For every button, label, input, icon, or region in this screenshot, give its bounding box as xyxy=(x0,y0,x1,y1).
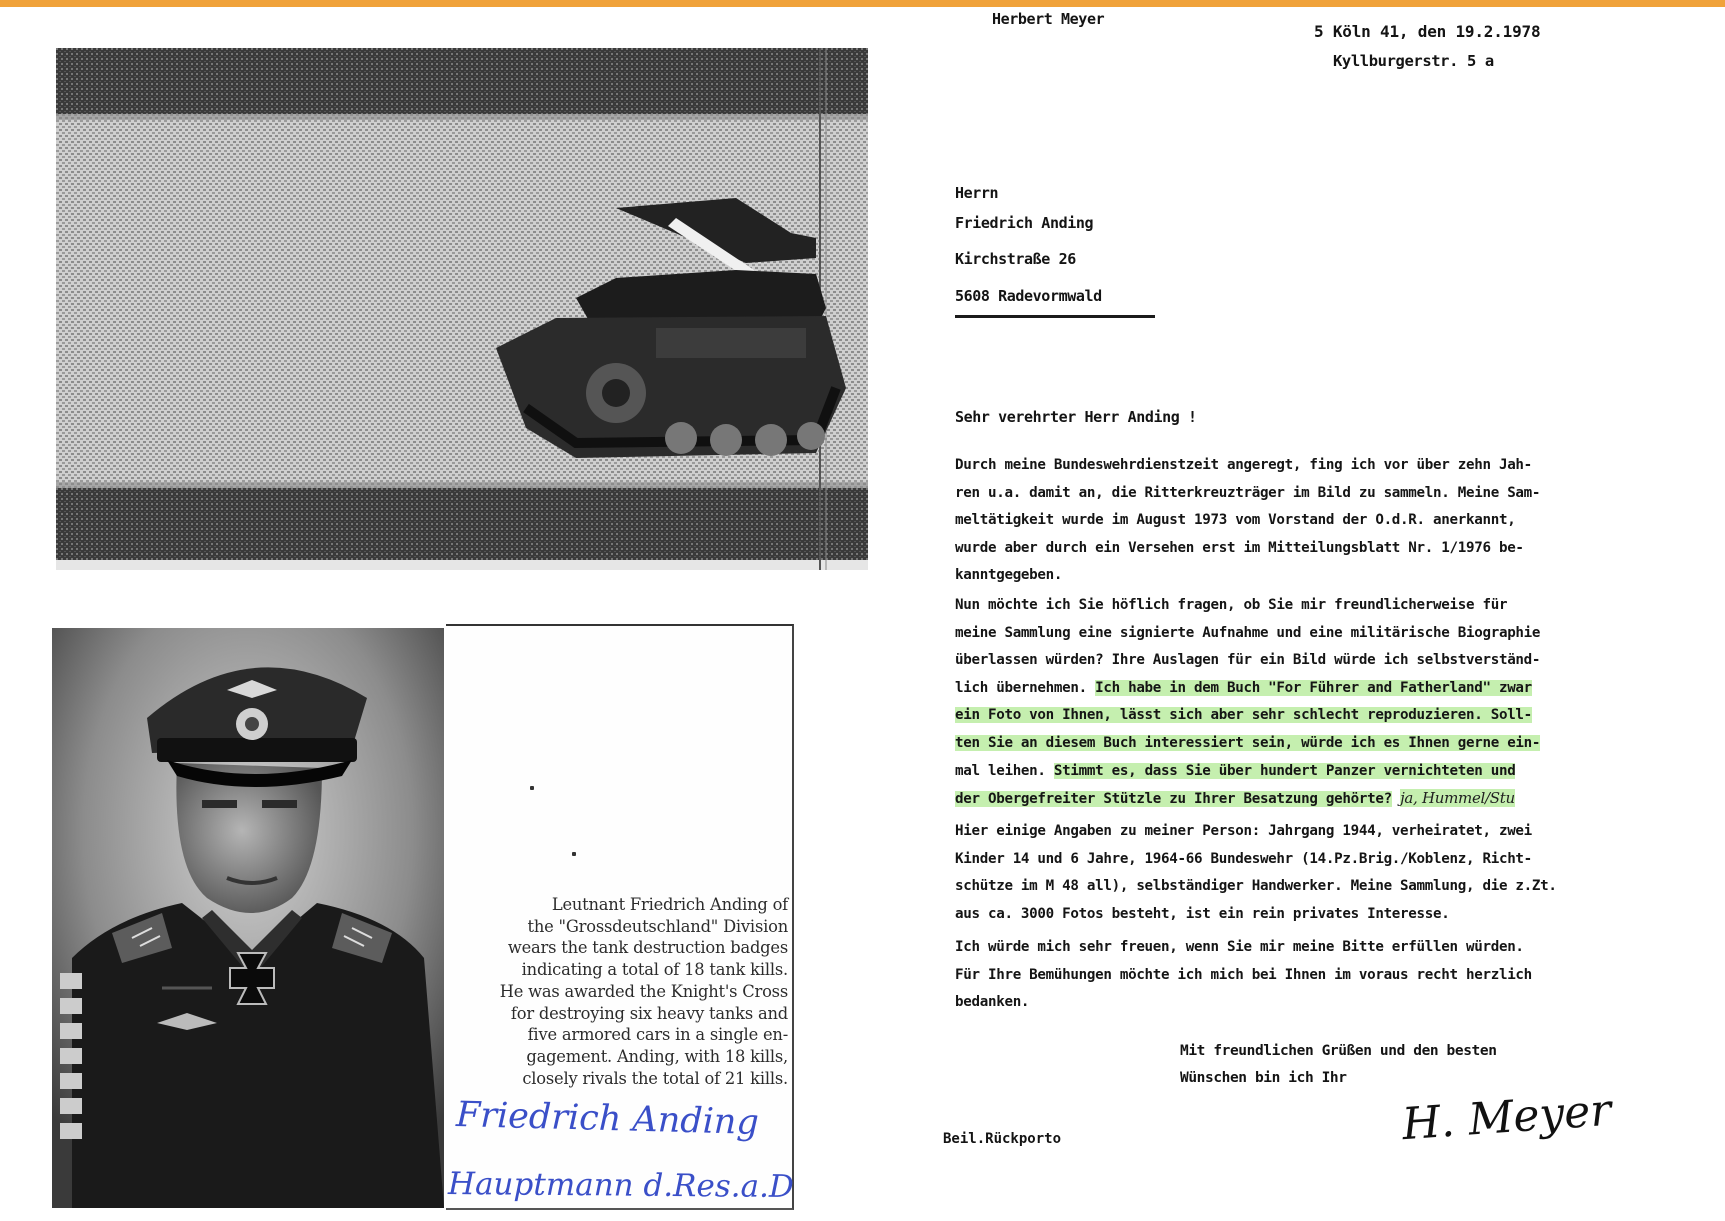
letter-line: Kinder 14 und 6 Jahre, 1964-66 Bundeswehr (14.Pz.Brig./Koblenz, Richt- xyxy=(955,850,1532,867)
letter-line: aus ca. 3000 Fotos besteht, ist ein rein privates Interesse. xyxy=(955,905,1450,922)
letter-line xyxy=(955,758,1675,786)
highlighted-text: ein Foto von Ihnen, lässt sich aber sehr schlecht reproduzieren. Soll- xyxy=(955,707,1532,724)
caption-line: wears the tank destruction badges xyxy=(507,938,788,958)
letter-line: kanntgegeben. xyxy=(955,567,1063,584)
letter-line: ren u.a. damit an, die Ritterkreuzträger im Bild zu sammeln. Meine Sam- xyxy=(955,484,1541,501)
caption-line: He was awarded the Knight's Cross xyxy=(499,981,788,1001)
letter-line xyxy=(955,675,1675,703)
handwritten-signature-name: Friedrich Anding xyxy=(455,1095,760,1143)
signature: H. Meyer xyxy=(1400,1084,1613,1151)
caption-line: closely rivals the total of 21 kills. xyxy=(522,1068,788,1088)
letter-line: Durch meine Bundeswehrdienstzeit angeregt, fing ich vor über zehn Jah- xyxy=(955,457,1532,473)
highlighted-text: ten Sie an diesem Buch interessiert sein, würde ich es Ihnen gerne ein- xyxy=(955,734,1541,751)
caption-line: the "Grossdeutschland" Division xyxy=(527,916,788,936)
letter-line xyxy=(955,730,1675,758)
letter-paragraph-2 xyxy=(955,592,1675,813)
letter-line: schütze im M 48 all), selbständiger Handwerker. Meine Sammlung, die z.Zt. xyxy=(955,878,1557,895)
letter-line xyxy=(955,702,1675,730)
letter-line: meine Sammlung eine signierte Aufnahme und eine militärische Biographie xyxy=(955,624,1541,641)
recipient-line: 5608 Radevormwald xyxy=(955,287,1102,305)
caption-line: for destroying six heavy tanks and xyxy=(510,1003,788,1023)
letter-line: Hier einige Angaben zu meiner Person: Jahrgang 1944, verheiratet, zwei xyxy=(955,823,1532,839)
letter-line: Ich würde mich sehr freuen, wenn Sie mir meine Bitte erfüllen würden. xyxy=(955,939,1524,955)
letter-line: bedanken. xyxy=(955,994,1030,1011)
caption-line: Leutnant Friedrich Anding of xyxy=(551,895,788,914)
letter-line: Für Ihre Bemühungen möchte ich mich bei Ihnen im voraus recht herzlich xyxy=(955,966,1532,983)
letter-paragraph-3 xyxy=(955,818,1675,928)
letter-line: wurde aber durch ein Versehen erst im Mitteilungsblatt Nr. 1/1976 be- xyxy=(955,539,1524,556)
letter-line: überlassen würden? Ihre Auslagen für ein Bild würde ich selbstverständ- xyxy=(955,652,1541,669)
recipient-line: Kirchstraße 26 xyxy=(955,250,1076,268)
recipient-line: Herrn xyxy=(955,184,999,202)
enclosure-note: Beil.Rückporto xyxy=(943,1131,1062,1147)
highlighted-text: der Obergefreiter Stützle zu Ihrer Besatzung gehörte? xyxy=(955,791,1392,808)
handwritten-margin-note: ja, Hummel/Stu xyxy=(1400,789,1515,808)
place-date: 5 Köln 41, den 19.2.1978 xyxy=(1314,22,1541,41)
sender-name: Herbert Meyer xyxy=(992,10,1105,28)
closing-line: Wünschen bin ich Ihr xyxy=(1180,1070,1347,1086)
caption-line: gagement. Anding, with 18 kills, xyxy=(526,1046,788,1066)
letter-paragraph-1 xyxy=(955,452,1675,590)
salutation: Sehr verehrter Herr Anding ! xyxy=(955,408,1197,426)
letter-line: Nun möchte ich Sie höflich fragen, ob Sie mir freundlicherweise für xyxy=(955,597,1508,613)
closing-line: Mit freundlichen Grüßen und den besten xyxy=(1180,1043,1497,1059)
highlighted-text: Ich habe in dem Buch "For Führer and Fatherland" zwar xyxy=(1095,679,1532,696)
letter-text: lich übernehmen. xyxy=(955,679,1096,696)
letter-line xyxy=(955,785,1675,813)
handwritten-rank: Hauptmann d.Res.a.D xyxy=(447,1166,794,1206)
letter-paragraph-4 xyxy=(955,934,1675,1017)
letter-line: meltätigkeit wurde im August 1973 vom Vorstand der O.d.R. anerkannt, xyxy=(955,512,1516,529)
letter-text: mal leihen. xyxy=(955,762,1054,779)
highlighted-text: Stimmt es, dass Sie über hundert Panzer vernichteten und xyxy=(1053,762,1516,779)
caption-line: indicating a total of 18 tank kills. xyxy=(521,960,788,980)
caption-line: five armored cars in a single en- xyxy=(527,1025,788,1045)
address-underline xyxy=(955,315,1155,318)
sender-street: Kyllburgerstr. 5 a xyxy=(1333,52,1494,70)
recipient-line: Friedrich Anding xyxy=(955,214,1094,232)
